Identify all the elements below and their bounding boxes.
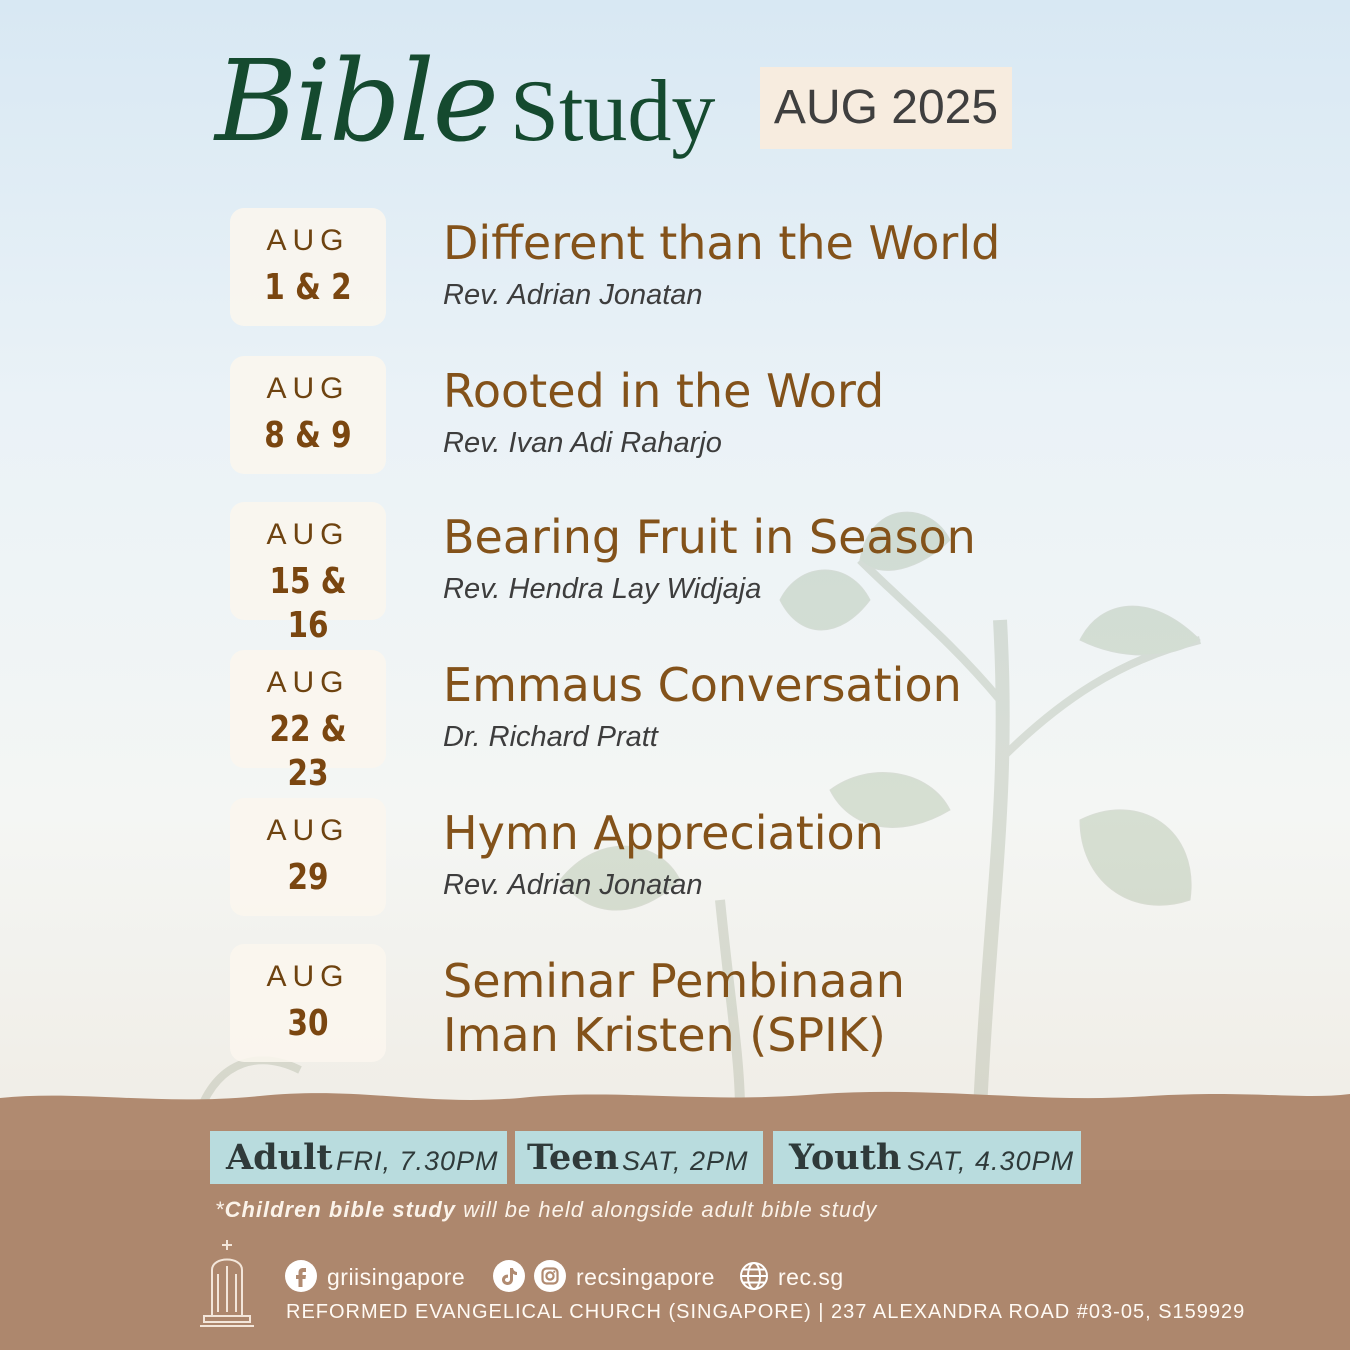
date-box (230, 208, 386, 326)
date-days: 15 & 16 (269, 561, 347, 646)
event-title-line1: Seminar Pembinaan (443, 954, 905, 1008)
event-item (230, 650, 1130, 794)
church-logo (198, 1236, 256, 1330)
session-name: Adult (226, 1137, 333, 1178)
tiktok-icon (493, 1260, 525, 1292)
header (215, 37, 1035, 170)
event-title-line2: Iman Kristen (SPIK) (443, 1008, 886, 1062)
date-box (230, 944, 386, 1062)
date-days: 30 (287, 1003, 329, 1044)
church-address: REFORMED EVANGELICAL CHURCH (SINGAPORE) | 237 ALEXANDRA ROAD #03-05, S159929 (286, 1301, 1246, 1323)
date-month: AUG (266, 224, 350, 257)
event-item (230, 944, 1130, 1064)
date-month: AUG (266, 518, 350, 551)
event-speaker: Dr. Richard Pratt (443, 721, 658, 753)
event-item (230, 502, 1130, 646)
event-item (230, 798, 1130, 918)
date-days: 22 & 23 (269, 709, 347, 794)
event-speaker: Rev. Adrian Jonatan (443, 279, 703, 311)
note-rest: will be held alongside adult bible study (456, 1197, 878, 1222)
date-month: AUG (266, 960, 350, 993)
date-box (230, 798, 386, 916)
event-item (230, 356, 1130, 476)
event-title: Bearing Fruit in Season (443, 510, 976, 564)
note-bold: Children bible study (224, 1197, 457, 1222)
event-title: Hymn Appreciation (443, 806, 884, 860)
date-month: AUG (266, 666, 350, 699)
session-time: FRI, 7.30PM (336, 1146, 499, 1176)
facebook-handle: griisingapore (327, 1264, 466, 1290)
event-speaker: Rev. Hendra Lay Widjaja (443, 573, 762, 605)
globe-icon (738, 1260, 770, 1292)
date-month: AUG (266, 372, 350, 405)
event-title: Rooted in the Word (443, 364, 885, 418)
event-speaker: Rev. Ivan Adi Raharjo (443, 427, 722, 459)
title-main: Study (510, 63, 716, 160)
date-month: AUG (266, 814, 350, 847)
month-badge: AUG 2025 (760, 67, 1012, 149)
date-days: 8 & 9 (264, 415, 352, 456)
website-link: rec.sg (778, 1264, 844, 1290)
date-days: 29 (287, 857, 329, 898)
session-name: Teen (527, 1137, 620, 1178)
event-title: Emmaus Conversation (443, 658, 962, 712)
session-time: SAT, 2PM (622, 1146, 749, 1176)
session-teen (515, 1131, 763, 1184)
date-box (230, 502, 386, 646)
event-speaker: Rev. Adrian Jonatan (443, 869, 703, 901)
event-item (230, 208, 1130, 328)
session-name: Youth (789, 1137, 902, 1178)
title-script: Bible (215, 37, 497, 167)
instagram-icon (534, 1260, 566, 1292)
tiktok-instagram-handle: recsingapore (576, 1264, 715, 1290)
session-adult (210, 1131, 507, 1184)
session-time: SAT, 4.30PM (907, 1146, 1075, 1176)
note-prefix: * (215, 1197, 225, 1222)
event-title: Different than the World (443, 216, 1001, 270)
session-youth (773, 1131, 1081, 1184)
children-note (215, 1196, 877, 1224)
footer (0, 1230, 1350, 1350)
date-days: 1 & 2 (264, 267, 352, 308)
facebook-icon (285, 1260, 317, 1292)
date-box (230, 650, 386, 794)
date-box (230, 356, 386, 474)
